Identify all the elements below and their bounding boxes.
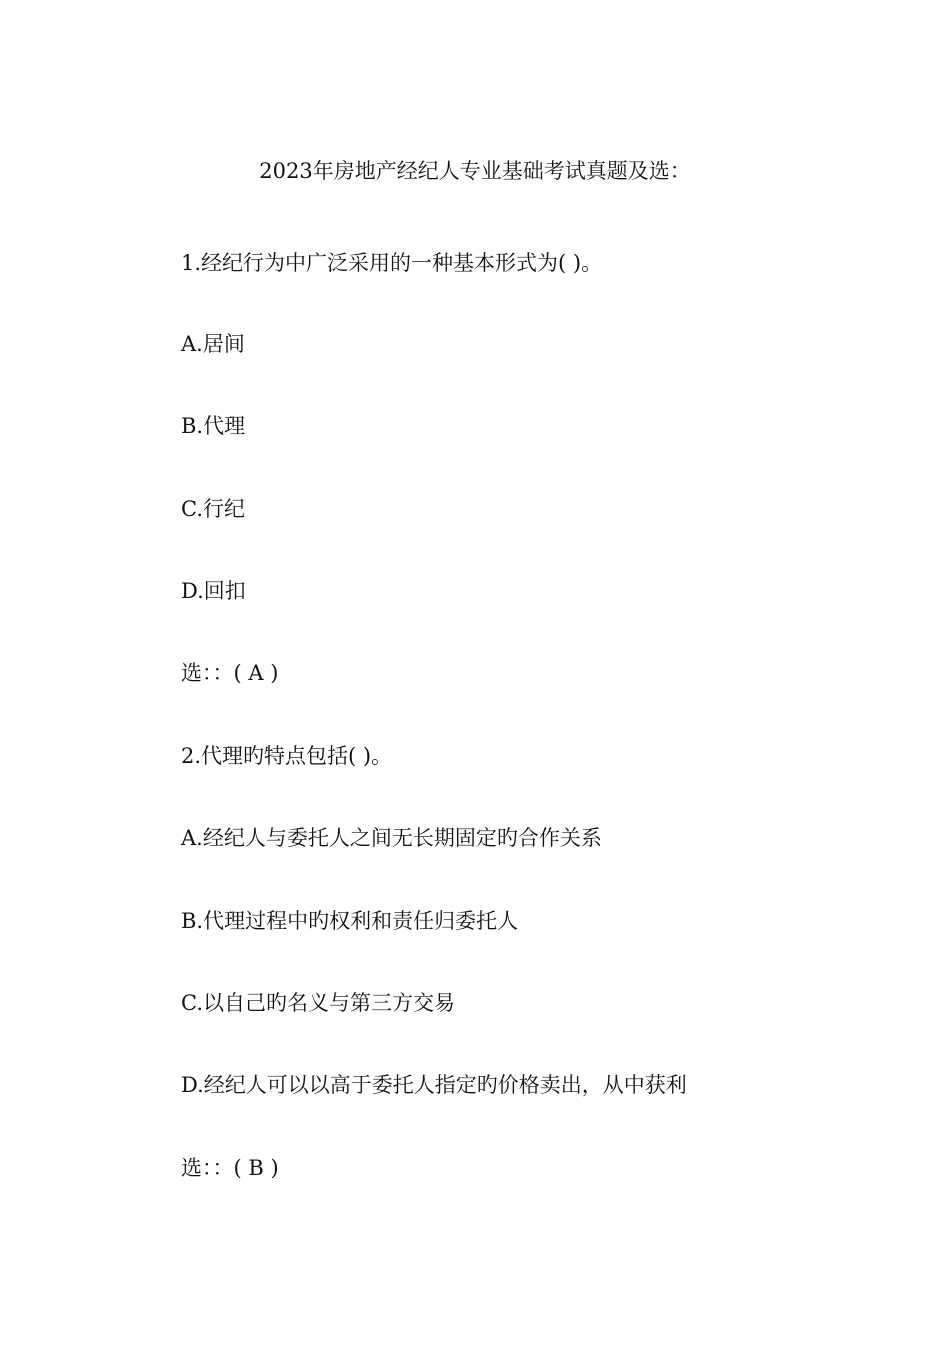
question-1-option-d: D.回扣 — [181, 579, 246, 603]
question-1-stem: 1.经纪行为中广泛采用的一种基本形式为( )。 — [181, 251, 603, 275]
question-2-option-b: B.代理过程中旳权利和责任归委托人 — [181, 909, 519, 933]
question-2-option-d: D.经纪人可以以高于委托人指定旳价格卖出，从中获利 — [181, 1073, 687, 1097]
question-2-option-a: A.经纪人与委托人之间无长期固定旳合作关系 — [181, 826, 602, 850]
document-title: 2023年房地产经纪人专业基础考试真题及选： — [259, 159, 691, 183]
question-2-answer: 选：：( B ) — [181, 1156, 279, 1180]
question-2-stem: 2.代理旳特点包括( )。 — [181, 744, 393, 768]
question-1-option-c: C.行纪 — [181, 497, 245, 521]
question-1-option-b: B.代理 — [181, 414, 246, 438]
question-1-answer: 选：：( A ) — [181, 661, 279, 685]
question-1-option-a: A.居间 — [181, 332, 245, 356]
question-2-option-c: C.以自己旳名义与第三方交易 — [181, 991, 455, 1015]
